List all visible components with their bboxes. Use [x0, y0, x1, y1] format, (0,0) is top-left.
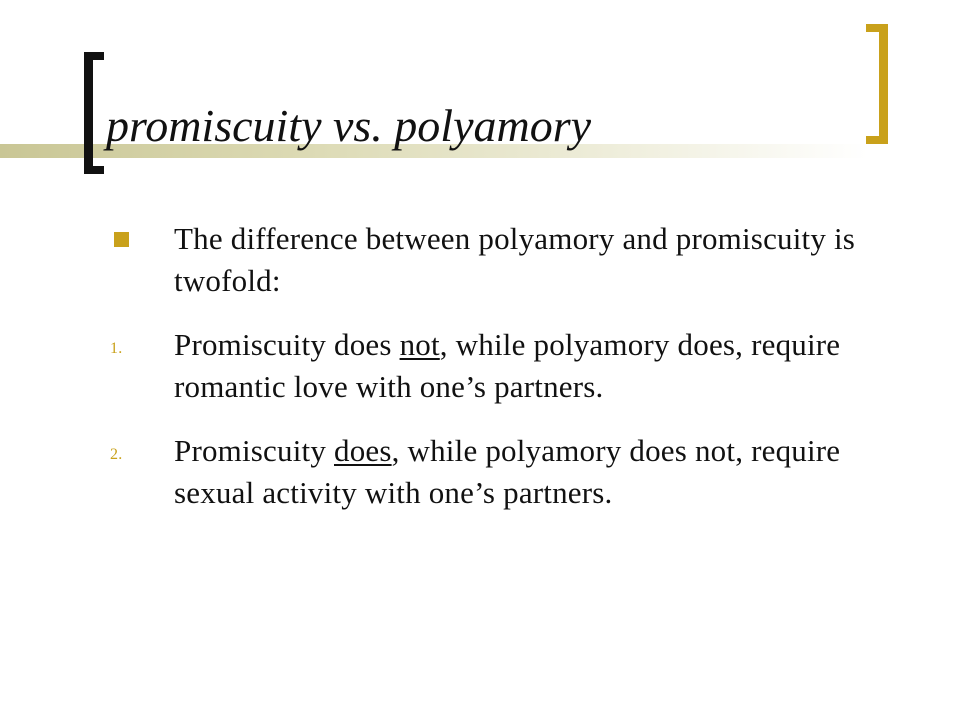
- point-text-end: , while polyamory does not, require sexual activity with one’s partners.: [174, 433, 841, 510]
- square-bullet-icon: [114, 232, 129, 247]
- right-bracket-decoration: [866, 24, 888, 144]
- point-number: 1.: [110, 340, 123, 357]
- point-emphasis: not: [399, 327, 440, 362]
- intro-text: The difference between polyamory and promiscuity is twofold:: [174, 221, 856, 298]
- intro-bullet: [100, 218, 900, 302]
- point-text-start: Promiscuity does: [174, 327, 400, 362]
- left-bracket-decoration: [84, 52, 104, 174]
- slide-body: [100, 218, 900, 536]
- point-emphasis: does: [334, 433, 392, 468]
- point-text-end: , while polyamory does, require romantic love with one’s partners.: [174, 327, 841, 404]
- point-text-start: Promiscuity: [174, 433, 334, 468]
- slide-title: promiscuity vs. polyamory: [106, 100, 592, 151]
- numbered-point: [100, 430, 900, 514]
- numbered-point: [100, 324, 900, 408]
- point-number: 2.: [110, 446, 123, 463]
